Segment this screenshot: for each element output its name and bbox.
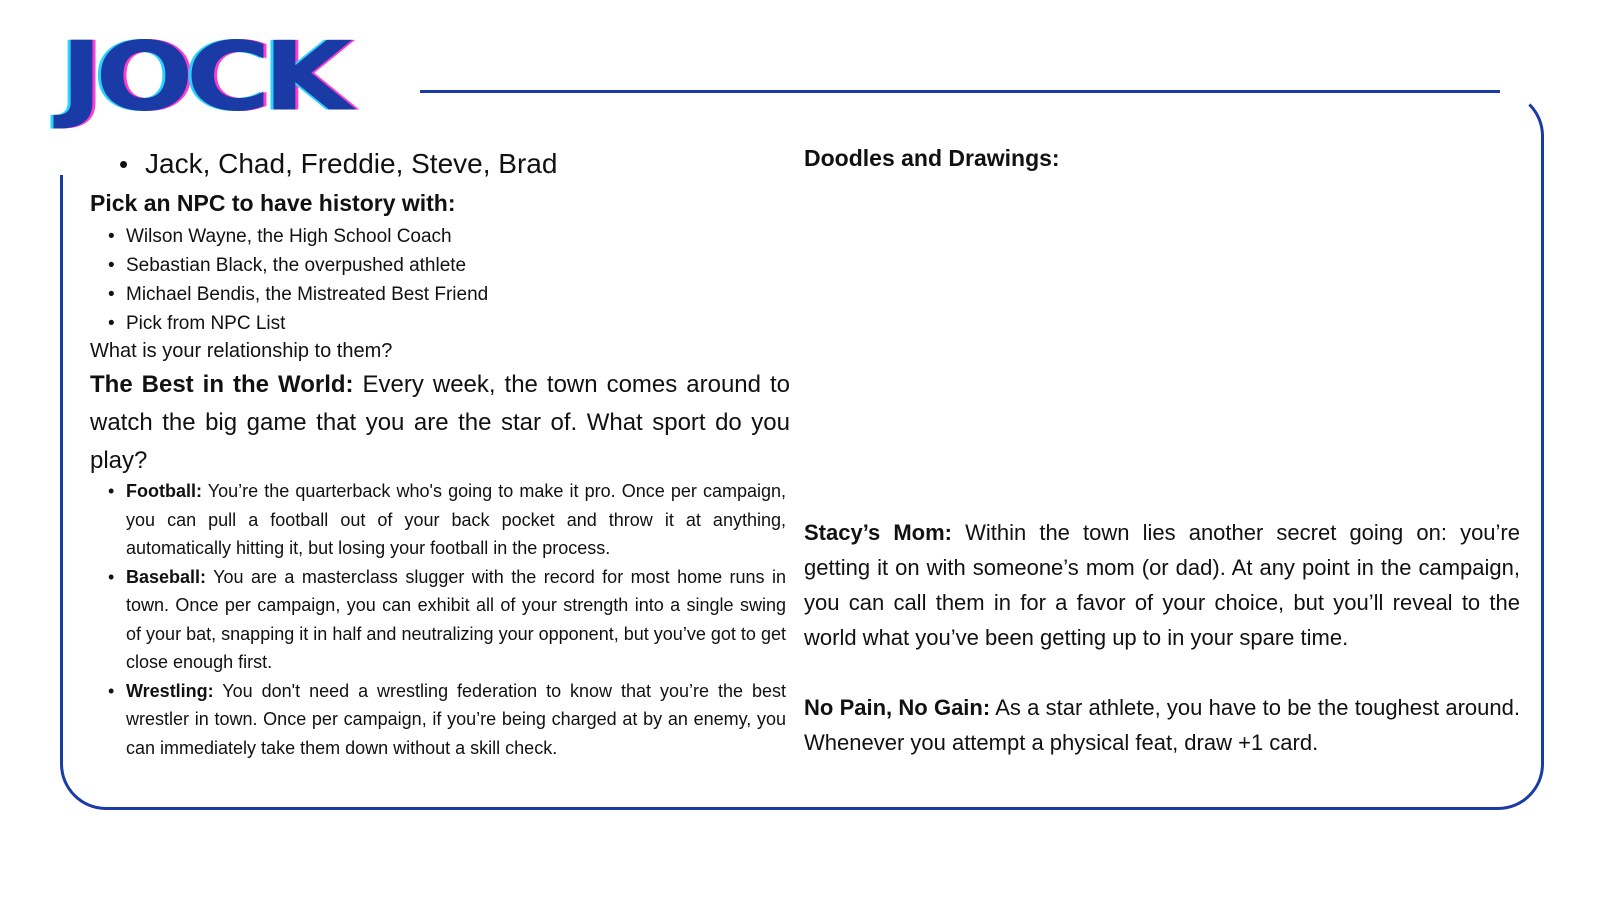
sport-label: Wrestling: xyxy=(126,680,214,701)
stacy-label: Stacy’s Mom: xyxy=(804,520,952,545)
npc-item: • Michael Bendis, the Mistreated Best Friend xyxy=(126,280,488,309)
relationship-question: What is your relationship to them? xyxy=(90,340,393,362)
class-title-logo: JOCK xyxy=(60,21,345,133)
doodles-heading: Doodles and Drawings: xyxy=(804,145,1060,171)
best-text: Every week, the town comes around to watch the big game that you are the star of. What sport do you play? xyxy=(90,371,790,474)
sport-label: Football: xyxy=(126,481,202,501)
npc-item: • Wilson Wayne, the High School Coach xyxy=(126,222,488,251)
nopain-label: No Pain, No Gain: xyxy=(804,695,991,720)
npc-item: • Pick from NPC List xyxy=(126,309,488,338)
sport-item-baseball xyxy=(126,563,786,677)
sport-item-wrestling xyxy=(126,677,786,763)
sport-text: You don't need a wrestling federation to know that you’re the best wrestler in town. Once per campaign, if you’re being charged at by an enemy, you can immediately take them down without a skill check. xyxy=(126,680,786,758)
sport-list xyxy=(126,477,786,762)
best-in-world-paragraph xyxy=(90,366,790,480)
npc-item: • Sebastian Black, the overpushed athlete xyxy=(126,251,488,280)
page-border-top xyxy=(420,90,1500,93)
sport-text: You are a masterclass slugger with the record for most home runs in town. Once per campaign, you can exhibit all of your strength into a single swing of your bat, snapping it in half and neutralizing your opponent, but you’ve got to get close enough first. xyxy=(126,566,786,672)
no-pain-paragraph xyxy=(804,690,1520,760)
npc-list xyxy=(126,222,488,338)
sport-label: Baseball: xyxy=(126,566,207,587)
npc-heading: Pick an NPC to have history with: xyxy=(90,190,456,216)
name-options-item: • Jack, Chad, Freddie, Steve, Brad xyxy=(115,145,557,183)
sport-item-football xyxy=(126,477,786,563)
nopain-text: As a star athlete, you have to be the toughest around. Whenever you attempt a physical feat, draw +1 card. xyxy=(804,695,1520,755)
sport-text: You’re the quarterback who's going to make it pro. Once per campaign, you can pull a football out of your back pocket and throw it at anything, automatically hitting it, but losing your football in the process. xyxy=(126,481,786,558)
name-options xyxy=(115,145,557,183)
stacy-text: Within the town lies another secret going on: you’re getting it on with someone’s mom (or dad). At any point in the campaign, you can call them in for a favor of your choice, but you’ll reveal to the world what you’ve been getting up to in your spare time. xyxy=(804,520,1520,650)
best-label: The Best in the World: xyxy=(90,371,354,398)
stacys-mom-paragraph xyxy=(804,515,1520,655)
